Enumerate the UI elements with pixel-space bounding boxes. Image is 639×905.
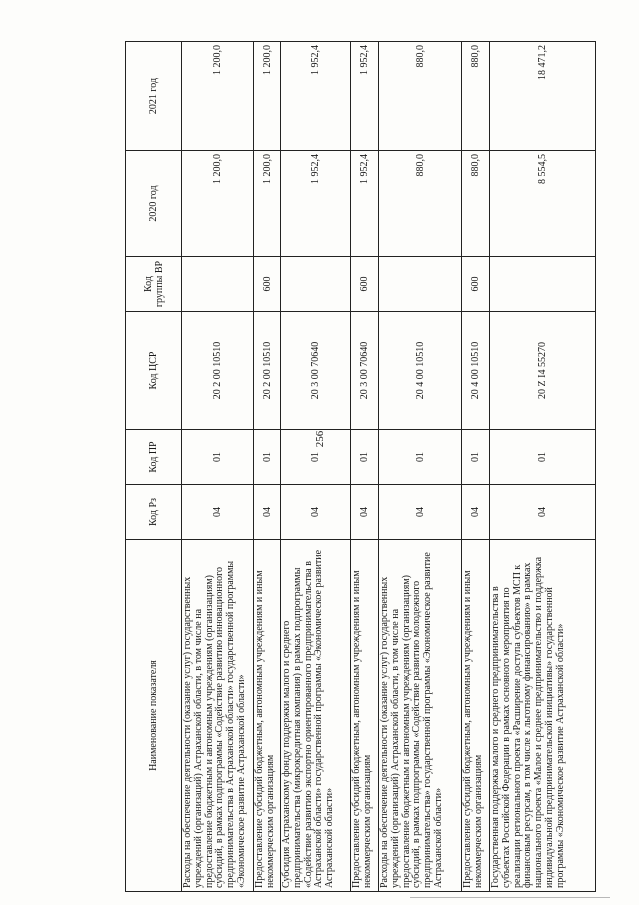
table-row	[351, 42, 379, 892]
row-csr: 20 4 00 10510	[462, 312, 490, 430]
table-row	[254, 42, 281, 892]
row-name: Предоставление субсидий бюджетным, автономным учреждениям и иным некоммерческим организациям	[462, 540, 490, 892]
row-2021: 1 200,0	[182, 42, 254, 151]
row-csr: 20 4 00 10510	[379, 312, 462, 430]
row-2020: 1 200,0	[254, 151, 281, 257]
row-pr: 01	[379, 430, 462, 485]
row-name: Предоставление субсидий бюджетным, автономным учреждениям и иным некоммерческим организациям	[254, 540, 281, 892]
row-name: Государственная поддержка малого и среднего предпринимательства в субъектах Российской Федерации в рамках основного мероприятия по реализации регионального проекта «Расширение доступа субъектов МСП к финансовым ресурсам, в том числе к льготному финансированию» в рамках национального проекта «Малое и среднее предпринимательство и поддержка индивидуальной предпринимательской инициативы» государственной программы «Экономическое развитие Астраханской области»	[490, 540, 596, 892]
col-header-csr: Код ЦСР	[126, 312, 182, 430]
row-pr: 01	[351, 430, 379, 485]
row-vr: 600	[462, 257, 490, 312]
row-rz: 04	[182, 485, 254, 540]
row-pr: 01	[490, 430, 596, 485]
row-vr	[182, 257, 254, 312]
row-pr: 01	[462, 430, 490, 485]
row-csr: 20 3 00 70640	[281, 312, 351, 430]
table-row	[379, 42, 462, 892]
scan-edge-rule	[410, 897, 610, 898]
row-rz: 04	[462, 485, 490, 540]
row-2020: 880,0	[379, 151, 462, 257]
row-csr: 20 3 00 70640	[351, 312, 379, 430]
header-row	[126, 42, 182, 892]
budget-table	[125, 41, 596, 892]
row-pr: 01	[254, 430, 281, 485]
row-csr: 20 Z I4 55270	[490, 312, 596, 430]
row-2020: 1 952,4	[351, 151, 379, 257]
row-2020: 1 952,4	[281, 151, 351, 257]
row-vr: 600	[254, 257, 281, 312]
page-number: 256	[314, 430, 326, 448]
table-row	[462, 42, 490, 892]
row-vr	[379, 257, 462, 312]
table-row	[182, 42, 254, 892]
table-row	[281, 42, 351, 892]
row-2020: 880,0	[462, 151, 490, 257]
col-header-vr: Код группы ВР	[126, 257, 182, 312]
row-2021: 18 471,2	[490, 42, 596, 151]
row-vr: 600	[351, 257, 379, 312]
col-header-name: Наименование показателя	[126, 540, 182, 892]
row-2021: 1 952,4	[281, 42, 351, 151]
row-csr: 20 2 00 10510	[254, 312, 281, 430]
table-row	[490, 42, 596, 892]
row-2020: 1 200,0	[182, 151, 254, 257]
row-rz: 04	[254, 485, 281, 540]
row-csr: 20 2 00 10510	[182, 312, 254, 430]
col-header-2021: 2021 год	[126, 42, 182, 151]
row-2021: 880,0	[379, 42, 462, 151]
row-2021: 1 952,4	[351, 42, 379, 151]
col-header-pr: Код ПР	[126, 430, 182, 485]
row-rz: 04	[281, 485, 351, 540]
row-vr	[281, 257, 351, 312]
col-header-2020: 2020 год	[126, 151, 182, 257]
row-name: Субсидия Астраханскому фонду поддержки малого и среднего предпринимательства (микрокредитная компания) в рамках подпрограммы «Содействие развитию экспортно ориентированного предпринимательства в Астраханской области» государственной программы «Экономическое развитие Астраханской области»	[281, 540, 351, 892]
row-name: Расходы на обеспечение деятельности (оказание услуг) государственных учреждений (организаций) Астраханской области, в том числе на предоставление бюджетным и автономным учреждениям (организациям) субсидий, в рамках подпрограммы «Содействие развитию инновационного предпринимательства в Астраханской области» государственной программы «Экономическое развитие Астраханской области»	[182, 540, 254, 892]
row-name: Расходы на обеспечение деятельности (оказание услуг) государственных учреждений (организаций) Астраханской области, в том числе на предоставление бюджетным и автономным учреждениям (организациям) субсидий, в рамках подпрограммы «Содействие развитию молодежного предпринимательства» государственной программы «Экономическое развитие Астраханской области»	[379, 540, 462, 892]
row-name: Предоставление субсидий бюджетным, автономным учреждениям и иным некоммерческим организациям	[351, 540, 379, 892]
col-header-rz: Код Рз	[126, 485, 182, 540]
row-2021: 880,0	[462, 42, 490, 151]
row-2021: 1 200,0	[254, 42, 281, 151]
budget-table-rotated	[125, 42, 595, 892]
row-pr: 01	[281, 430, 351, 485]
row-rz: 04	[351, 485, 379, 540]
row-2020: 8 554,5	[490, 151, 596, 257]
row-vr	[490, 257, 596, 312]
row-pr: 01	[182, 430, 254, 485]
row-rz: 04	[379, 485, 462, 540]
row-rz: 04	[490, 485, 596, 540]
